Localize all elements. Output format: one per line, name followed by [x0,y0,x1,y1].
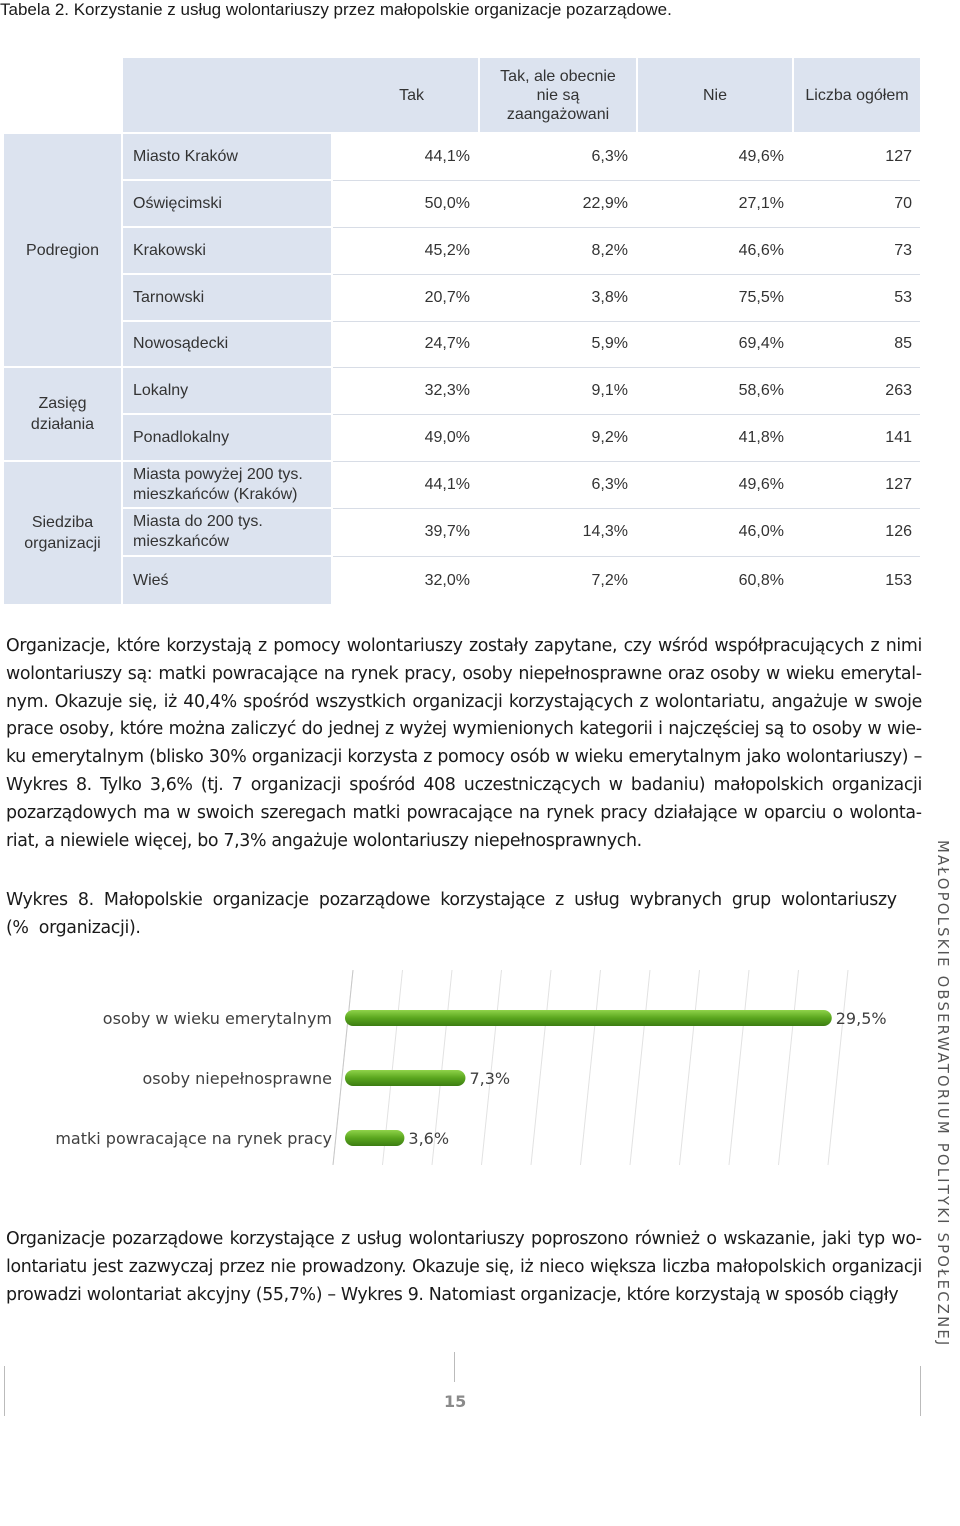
cell-nie: 75,5% [638,275,792,320]
center-rule [454,1352,455,1382]
row-separator [333,274,920,275]
group-siedziba: Siedziba organizacji [4,462,121,604]
left-rule [4,1366,5,1416]
row-separator [333,367,920,368]
bar-0 [345,1010,832,1026]
cell-nie: 46,6% [638,228,792,273]
row-label-krakow: Miasto Kraków [123,134,331,179]
row-separator [333,321,920,322]
row-label-wies: Wieś [123,557,331,604]
cell-tak_ale: 7,2% [480,557,636,604]
row-label-lokalny: Lokalny [123,368,331,413]
cell-tak: 32,0% [333,557,478,604]
gridline [828,970,848,1165]
right-rule [920,1366,921,1416]
cell-total: 127 [794,134,920,179]
side-vertical-title [934,840,960,1400]
cell-total: 153 [794,557,920,604]
header-nie: Nie [638,58,792,132]
value-label: 7,3% [469,1069,511,1088]
row-separator [333,180,920,181]
page-number: 15 [444,1392,467,1411]
bar-2 [345,1130,404,1146]
cell-tak_ale: 9,1% [480,368,636,413]
header-tak: Tak [123,58,478,132]
row-label-miasta-do: Miasta do 200 tys. mieszkańców [123,509,331,555]
gridline [531,970,551,1165]
cell-total: 53 [794,275,920,320]
cell-nie: 69,4% [638,322,792,366]
row-separator [333,227,920,228]
cell-tak_ale: 3,8% [480,275,636,320]
row-label-krakowski: Krakowski [123,228,331,273]
cell-nie: 46,0% [638,509,792,555]
chart-caption: Wykres 8. Małopolskie organizacje pozarządowe korzystające z usług wybranych grup wolontariuszy (% organizacji). [6,890,897,938]
cell-tak: 49,0% [333,415,478,460]
value-label: 29,5% [835,1009,887,1028]
cell-tak_ale: 6,3% [480,462,636,507]
row-separator [333,508,920,509]
gridline [581,970,601,1165]
row-separator [333,414,920,415]
row-label-tarnowski: Tarnowski [123,275,331,320]
cell-tak: 20,7% [333,275,478,320]
cell-tak_ale: 14,3% [480,509,636,555]
table-caption: Tabela 2. Korzystanie z usług wolontariuszy przez małopolskie organizacje pozarządowe. [0,0,672,19]
paragraph-1: Organizacje, które korzystają z pomocy wolontariuszy zostały zapytane, czy wśród współpracujących z nimi wolontariuszy są: matki powracające na rynek pracy, osoby niepełnosprawne oraz osoby w wieku emerytalnym. Okazuje się, iż 40,4% spośród wszystkich organizacji korzystających z wolontariatu, angażuje w swoje prace osoby, które można zaliczyć do jednej z wyżej wymienionych kategorii i najczęściej są to osoby w wieku emerytalnym (blisko 30% organizacji korzysta z pomocy osób w wieku emerytalnym jako wolontariuszy) – Wykres 8. Tylko 3,6% (tj. 7 organizacji spośród 408 uczestniczących w badaniu) małopolskich organizacji pozarządowych ma w swoich szeregach matki powracające na rynek pracy działające w oparciu o wolontariat, a niewiele więcej, bo 7,3% angażuje wolontariuszy niepełnosprawnych. [6,636,922,851]
category-label: osoby w wieku emerytalnym [102,1009,332,1028]
gridline [779,970,799,1165]
category-label: osoby niepełnosprawne [142,1069,332,1088]
cell-tak_ale: 9,2% [480,415,636,460]
cell-nie: 41,8% [638,415,792,460]
category-label: matki powracające na rynek pracy [55,1129,332,1148]
cell-nie: 49,6% [638,462,792,507]
cell-nie: 27,1% [638,181,792,226]
cell-total: 263 [794,368,920,413]
row-separator [333,556,920,557]
cell-nie: 60,8% [638,557,792,604]
row-label-ponadlokalny: Ponadlokalny [123,415,331,460]
group-zasieg: Zasięg działania [4,368,121,460]
cell-tak: 39,7% [333,509,478,555]
cell-tak_ale: 22,9% [480,181,636,226]
cell-total: 126 [794,509,920,555]
row-label-miasta-powyzej: Miasta powyżej 200 tys. mieszkańców (Kraków) [123,462,331,507]
cell-tak: 44,1% [333,134,478,179]
group-podregion: Podregion [4,134,121,366]
header-tak-ale: Tak, ale obecnie nie są zaangażowani [480,58,636,132]
cell-total: 73 [794,228,920,273]
cell-total: 85 [794,322,920,366]
cell-tak: 45,2% [333,228,478,273]
cell-tak: 32,3% [333,368,478,413]
cell-tak_ale: 8,2% [480,228,636,273]
value-label: 3,6% [408,1129,450,1148]
cell-tak_ale: 6,3% [480,134,636,179]
row-label-oswiecimski: Oświęcimski [123,181,331,226]
cell-tak: 44,1% [333,462,478,507]
gridline [630,970,650,1165]
row-separator [333,461,920,462]
bar-1 [345,1070,465,1086]
cell-tak: 24,7% [333,322,478,366]
gridline [482,970,502,1165]
bar-chart [0,960,940,1195]
gridline [680,970,700,1165]
cell-tak: 50,0% [333,181,478,226]
row-label-nowosadecki: Nowosądecki [123,322,331,366]
cell-tak_ale: 5,9% [480,322,636,366]
table-corner [4,58,121,132]
side-title-text: MAŁOPOLSKIE OBSERWATORIUM POLITYKI SPOŁECZNEJ [934,840,951,1348]
paragraph-2: Organizacje pozarządowe korzystające z usług wolontariuszy poproszono również o wskazanie, jaki typ wolontariatu jest zazwyczaj przez nie prowadzony. Okazuje się, iż nieco większa liczba małopolskich organizacji prowadzi wolontariat akcyjny (55,7%) – Wykres 9. Natomiast organizacje, które korzystają w sposób ciągły [6,1229,922,1305]
gridline [729,970,749,1165]
cell-total: 127 [794,462,920,507]
cell-nie: 58,6% [638,368,792,413]
header-liczba: Liczba ogółem [794,58,920,132]
cell-total: 141 [794,415,920,460]
cell-total: 70 [794,181,920,226]
volunteers-table [4,58,920,604]
cell-nie: 49,6% [638,134,792,179]
